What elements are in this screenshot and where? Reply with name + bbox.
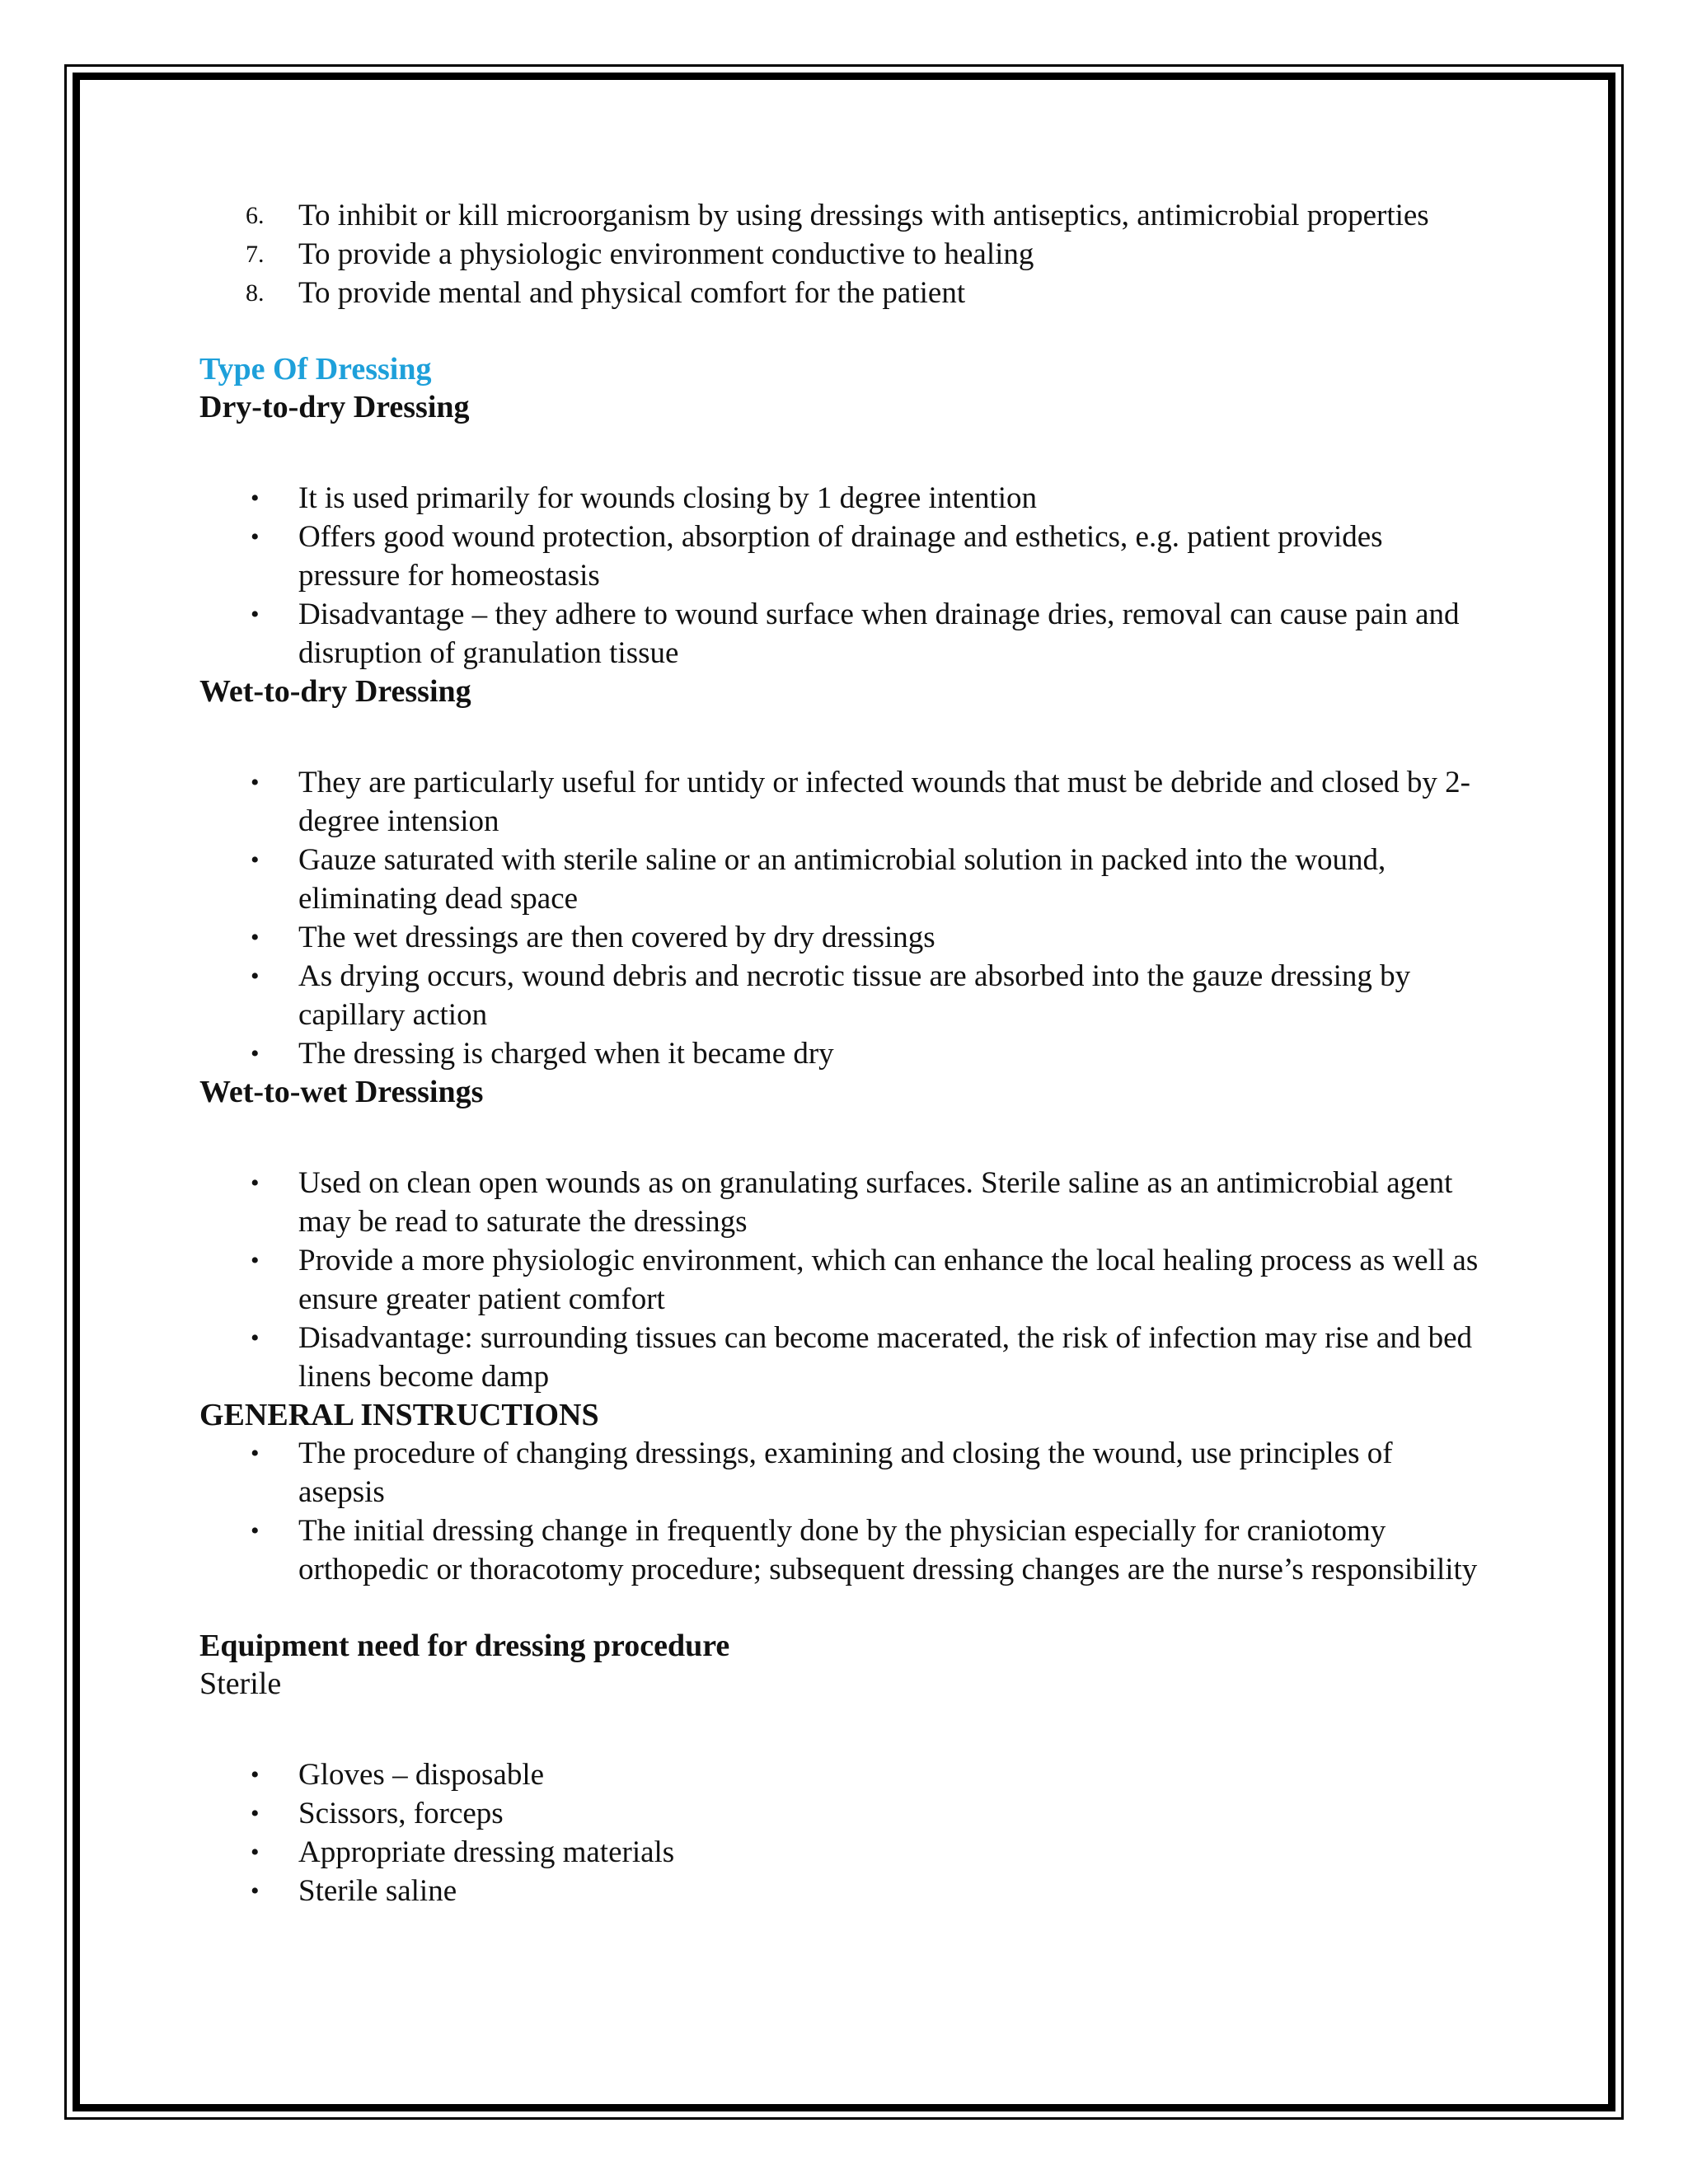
list-item [199,1833,1485,1872]
list-item-text: The wet dressings are then covered by dry dressings [298,921,935,954]
dry-to-dry-list [199,479,1485,673]
equipment-heading: Equipment need for dressing procedure [199,1629,730,1663]
list-item-text: Appropriate dressing materials [298,1835,675,1869]
dry-to-dry-heading: Dry-to-dry Dressing [199,390,470,424]
list-item-text: Disadvantage – they adhere to wound surface when drainage dries, removal can cause pain and disruption of granulation tissue [298,598,1460,670]
list-item [199,957,1485,1034]
list-item [199,1034,1485,1073]
list-item [199,841,1485,918]
list-item [199,763,1485,841]
bullet-icon: • [251,769,260,796]
list-item [199,1241,1485,1319]
list-item [199,479,1485,518]
list-item-text: Used on clean open wounds as on granulating surfaces. Sterile saline as an antimicrobial agent may be read to saturate the dressings [298,1166,1453,1239]
list-item [199,274,1485,312]
bullet-icon: • [251,846,260,874]
list-item-text: Gloves – disposable [298,1758,545,1792]
list-item [199,1755,1485,1794]
list-item-text: Scissors, forceps [298,1797,504,1830]
wet-to-dry-heading: Wet-to-dry Dressing [199,674,471,709]
list-item [199,1319,1485,1396]
bullet-icon: • [251,1440,260,1467]
list-number: 7. [246,241,265,268]
wet-to-dry-list [199,763,1485,1073]
list-number: 8. [246,279,265,307]
bullet-icon: • [251,523,260,551]
list-item-text: Offers good wound protection, absorption of drainage and esthetics, e.g. patient provides pressure for homeostasis [298,520,1383,593]
bullet-icon: • [251,1761,260,1788]
wet-to-wet-list [199,1164,1485,1396]
list-item-text: Sterile saline [298,1874,457,1908]
list-item [199,1434,1485,1511]
list-item-text: The procedure of changing dressings, examining and closing the wound, use principles of asepsis [298,1436,1393,1509]
list-item-text: Provide a more physiologic environment, which can enhance the local healing process as well as ensure greater patient comfort [298,1244,1479,1316]
list-item [199,1872,1485,1910]
numbered-list [199,196,1485,312]
list-item [199,918,1485,957]
bullet-icon: • [251,1877,260,1905]
general-instructions-heading: GENERAL INSTRUCTIONS [199,1398,599,1432]
bullet-icon: • [251,963,260,990]
bullet-icon: • [251,1839,260,1866]
bullet-icon: • [251,1169,260,1197]
list-item [199,1511,1485,1589]
bullet-icon: • [251,1800,260,1827]
bullet-icon: • [251,1324,260,1352]
equipment-subtitle: Sterile [199,1666,282,1701]
general-instructions-list [199,1434,1485,1589]
bullet-icon: • [251,924,260,951]
bullet-icon: • [251,485,260,512]
bullet-icon: • [251,601,260,628]
list-item-text: To provide mental and physical comfort for the patient [298,276,966,310]
list-item-text: As drying occurs, wound debris and necrotic tissue are absorbed into the gauze dressing by capillary action [298,959,1411,1032]
equipment-list [199,1755,1485,1910]
document-content [199,196,1485,1910]
list-item-text: It is used primarily for wounds closing by 1 degree intention [298,481,1038,515]
list-item [199,196,1485,235]
type-of-dressing-heading: Type Of Dressing [199,352,432,387]
list-item-text: They are particularly useful for untidy or infected wounds that must be debride and closed by 2-degree intension [298,766,1471,838]
list-item-text: The dressing is charged when it became dry [298,1037,834,1071]
list-item [199,1164,1485,1241]
list-item [199,595,1485,673]
list-item-text: Disadvantage: surrounding tissues can become macerated, the risk of infection may rise and bed linens become damp [298,1321,1473,1394]
bullet-icon: • [251,1517,260,1544]
wet-to-wet-heading: Wet-to-wet Dressings [199,1075,484,1109]
list-item-text: Gauze saturated with sterile saline or an antimicrobial solution in packed into the wound, eliminating dead space [298,843,1386,916]
bullet-icon: • [251,1040,260,1067]
list-item-text: To inhibit or kill microorganism by using dressings with antiseptics, antimicrobial properties [298,199,1429,232]
list-item-text: To provide a physiologic environment conductive to healing [298,237,1034,271]
list-item [199,235,1485,274]
list-item-text: The initial dressing change in frequently done by the physician especially for craniotomy orthopedic or thoracotomy procedure; subsequent dressing changes are the nurse’s responsibility [298,1514,1478,1586]
bullet-icon: • [251,1247,260,1274]
list-item [199,1794,1485,1833]
list-number: 6. [246,202,265,229]
list-item [199,518,1485,595]
